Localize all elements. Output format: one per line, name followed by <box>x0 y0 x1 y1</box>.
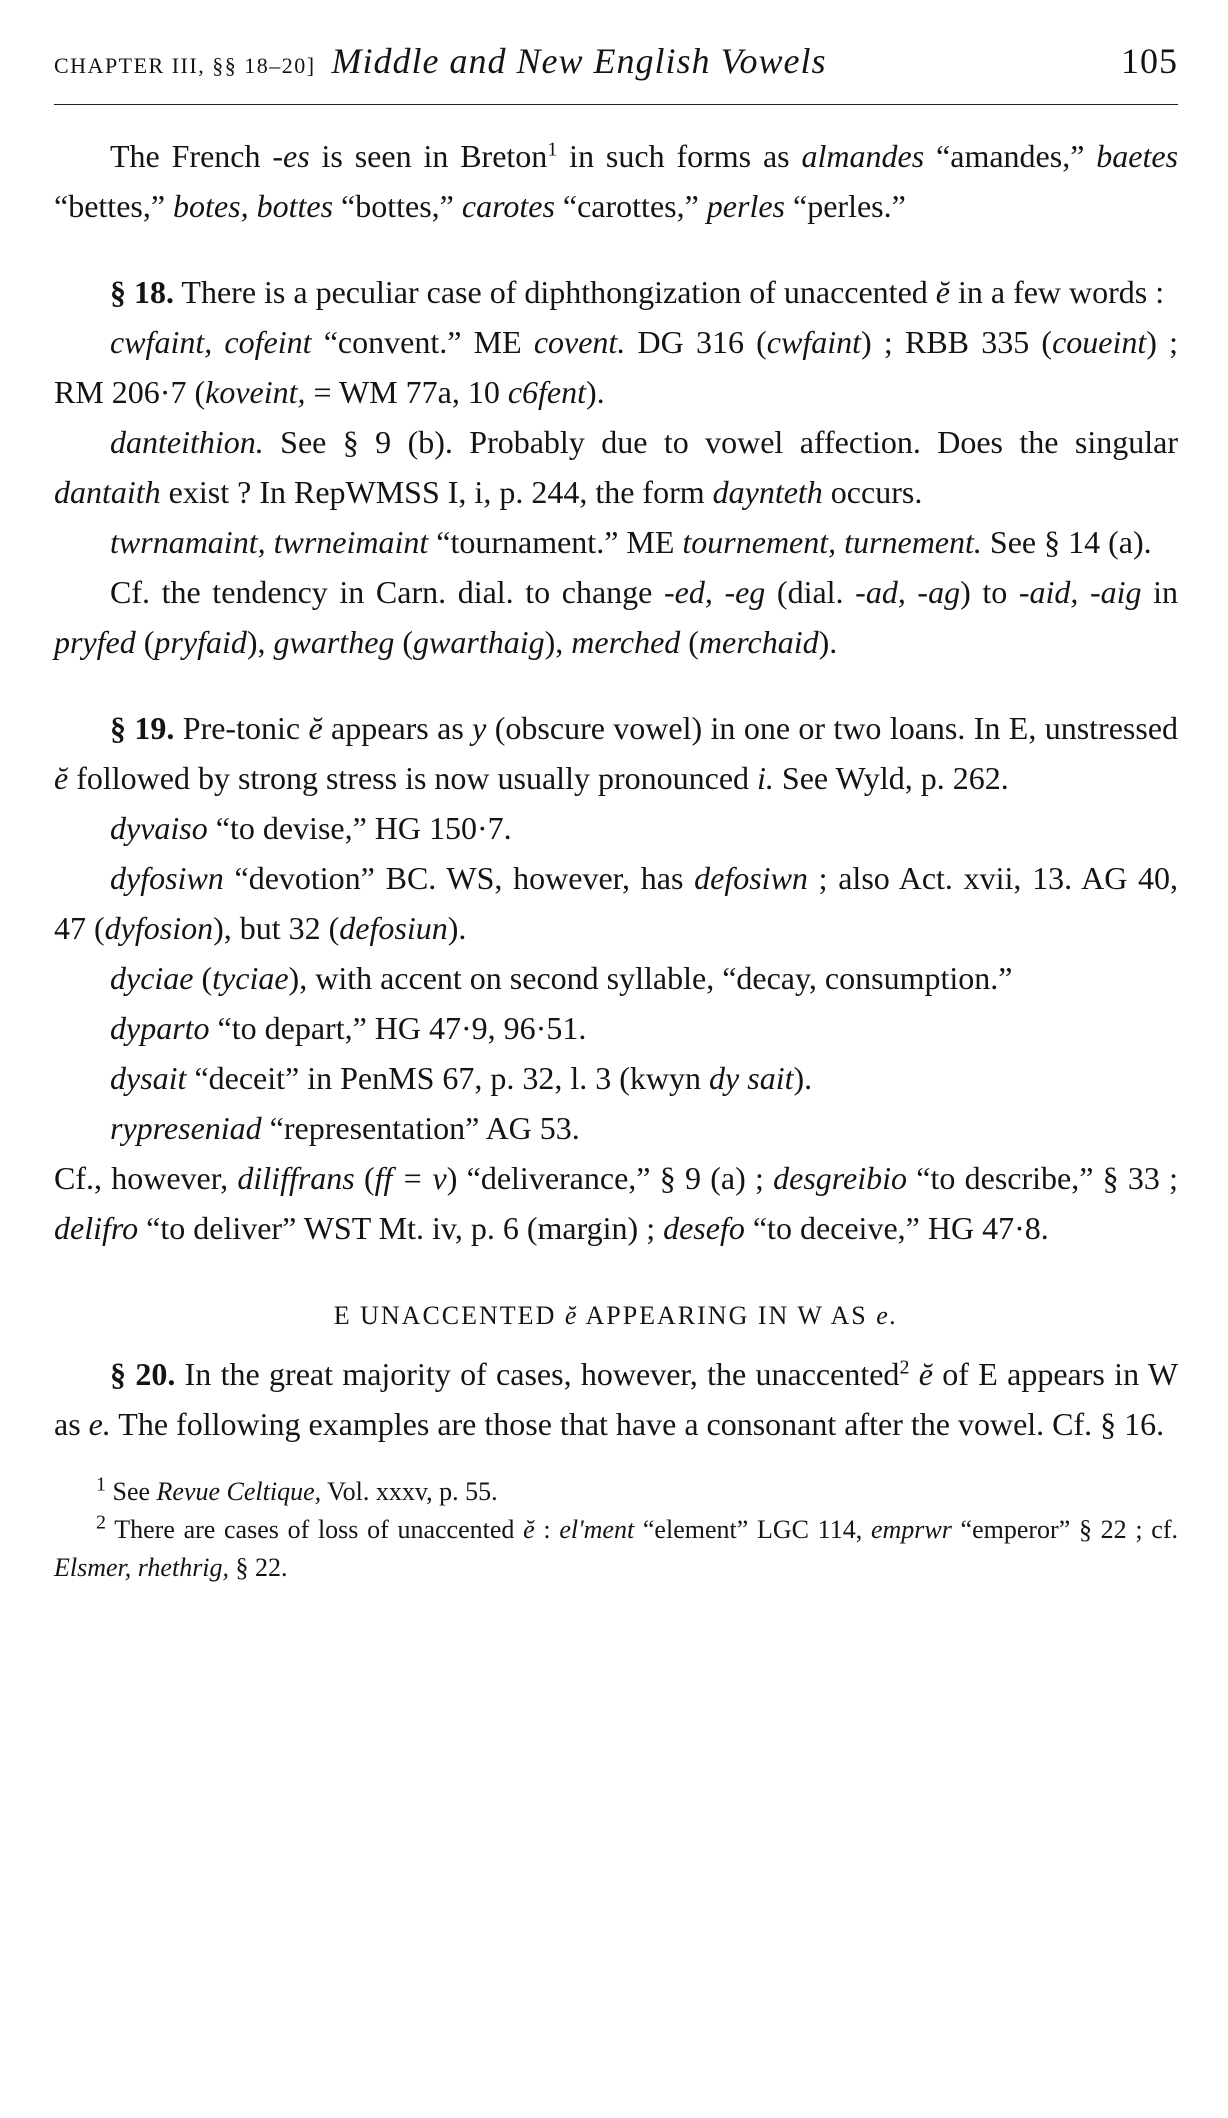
section-20: § 20. In the great majority of cases, however, the unaccented$^2$ ĕ of E appears in W as e. The following examples are those that have a consonant after the vowel. Cf. § 16. <box>54 1356 1179 1442</box>
footnote-2: $^2$ There are cases of loss of unaccented ĕ : el'ment “element” LGC 114, emprwr “emperor” § 22 ; cf. Elsmer, rhethrig, § 22. <box>54 1511 1179 1582</box>
main-text <box>54 131 1178 1449</box>
footnote-marker: 1 <box>96 1473 106 1496</box>
running-title: Middle and New English Vowels <box>331 41 827 81</box>
entry-dysait: dysait “deceit” in PenMS 67, p. 32, l. 3 (kwyn dy sait). <box>110 1060 813 1096</box>
footnotes <box>54 1473 1178 1587</box>
entry-carn-dialect: Cf. the tendency in Carn. dial. to change -ed, -eg (dial. -ad, -ag) to -aid, -aig in pryfed (pryfaid), gwartheg (gwarthaig), merched (merchaid). <box>54 574 1179 660</box>
entry-diliffrans: Cf., however, diliffrans (ff = v) “deliverance,” § 9 (a) ; desgreibio “to describe,” § 33 ; delifro “to deliver” WST Mt. iv, p. 6 (margin) ; desefo “to deceive,” HG 47·8. <box>54 1160 1179 1246</box>
section-18: § 18. There is a peculiar case of diphthongization of unaccented ĕ in a few words : <box>110 274 1165 310</box>
footnote-marker: 2 <box>96 1511 106 1534</box>
entry-dyparto: dyparto “to depart,” HG 47·9, 96·51. <box>110 1010 587 1046</box>
entry-dyfosiwn: dyfosiwn “devotion” BC. WS, however, has defosiwn ; also Act. xvii, 13. AG 40, 47 (dyfosion), but 32 (defosiun). <box>54 860 1179 946</box>
chapter-reference: CHAPTER III, §§ 18–20] <box>54 53 316 78</box>
entry-rypreseniad: rypreseniad “representation” AG 53. <box>110 1110 580 1146</box>
paragraph-french-es: The French -es is seen in Breton$^1$ in such forms as almandes “amandes,” baetes “bettes,” botes, bottes “bottes,” carotes “carottes,” perles “perles.” <box>54 138 1179 224</box>
section-number: § 19. <box>110 710 175 746</box>
section-number: § 18. <box>110 274 174 310</box>
section-19: § 19. Pre-tonic ĕ appears as y (obscure vowel) in one or two loans. In E, unstressed ĕ followed by strong stress is now usually pronounced i. See Wyld, p. 262. <box>54 710 1179 796</box>
entry-dyciae: dyciae (tyciae), with accent on second syllable, “decay, consumption.” <box>110 960 1013 996</box>
footnote-1: $^1$ See Revue Celtique, Vol. xxxv, p. 55. <box>96 1473 498 1506</box>
footnote-ref-1: 1 <box>547 138 558 161</box>
entry-twrnamaint: twrnamaint, twrneimaint “tournament.” ME tournement, turnement. See § 14 (a). <box>110 524 1152 560</box>
footnote-ref-2: 2 <box>899 1356 910 1379</box>
section-number: § 20. <box>110 1356 176 1392</box>
entry-dyvaiso: dyvaiso “to devise,” HG 150·7. <box>110 810 512 846</box>
entry-cwfaint: cwfaint, cofeint “convent.” ME covent. DG 316 (cwfaint) ; RBB 335 (coueint) ; RM 206·7 (koveint, = WM 77a, 10 c6fent). <box>54 324 1178 410</box>
entry-danteithion: danteithion. See § 9 (b). Probably due to vowel affection. Does the singular dantaith exist ? In RepWMSS I, i, p. 244, the form daynteth occurs. <box>54 424 1178 510</box>
page-number: 105 <box>1121 41 1178 81</box>
sub-heading: E UNACCENTED ĕ APPEARING IN W AS e. <box>333 1301 899 1330</box>
running-head <box>54 40 1178 105</box>
